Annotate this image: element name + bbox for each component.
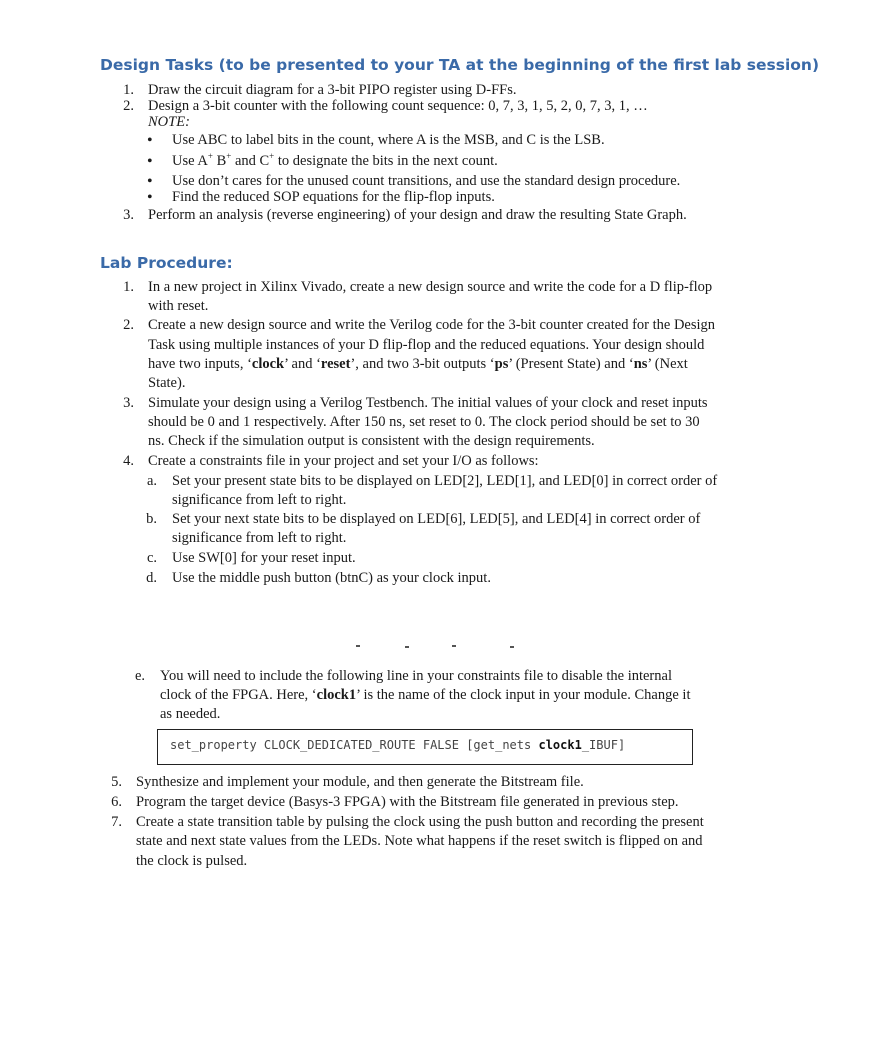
item-marker: 1. xyxy=(123,82,134,98)
bullet-icon: • xyxy=(147,189,153,206)
scan-artifact xyxy=(510,646,514,648)
design-task-2: Design a 3-bit counter with the following count sequence: 0, 7, 3, 1, 5, 2, 0, 7, 3, 1, … xyxy=(148,98,648,114)
step-5-line: Synthesize and implement your module, and then generate the Bitstream file. xyxy=(136,774,584,790)
step-1-line: with reset. xyxy=(148,298,209,314)
step-4-line: Create a constraints file in your project and set your I/O as follows: xyxy=(148,453,539,469)
step-1-line: In a new project in Xilinx Vivado, create a new design source and write the code for a D flip-flop xyxy=(148,279,713,295)
scan-artifact xyxy=(356,645,360,647)
step-7-line: Create a state transition table by pulsing the clock using the push button and recording the present xyxy=(136,814,704,830)
note-label: NOTE: xyxy=(148,114,190,130)
item-marker: 3. xyxy=(123,207,134,223)
item-marker: 2. xyxy=(123,98,134,114)
bullet-item: Use ABC to label bits in the count, where A is the MSB, and C is the LSB. xyxy=(172,132,605,148)
sub-item-e: You will need to include the following line in your constraints file to disable the internal xyxy=(160,668,672,684)
sub-item-b: significance from left to right. xyxy=(172,530,347,546)
step-2-line: have two inputs, ‘clock’ and ‘reset’, and two 3-bit outputs ‘ps’ (Present State) and ‘ns’ (Next xyxy=(148,356,688,372)
item-marker: 6. xyxy=(111,794,122,810)
sub-item-b: Set your next state bits to be displayed on LED[6], LED[5], and LED[4] in correct order of xyxy=(172,511,701,527)
bullet-item: Use don’t cares for the unused count transitions, and use the standard design procedure. xyxy=(172,173,681,189)
sub-item-e: as needed. xyxy=(160,706,221,722)
item-marker: 7. xyxy=(111,814,122,830)
step-2-line: Task using multiple instances of your D flip-flop and the reduced equations. Your design should xyxy=(148,337,705,353)
bullet-icon: • xyxy=(147,132,153,149)
step-3-line: Simulate your design using a Verilog Testbench. The initial values of your clock and reset inputs xyxy=(148,395,708,411)
scan-artifact xyxy=(452,645,456,647)
code-line: set_property CLOCK_DEDICATED_ROUTE FALSE [get_nets clock1_IBUF] xyxy=(170,738,626,752)
sub-marker: e. xyxy=(134,668,145,684)
sub-item-d: Use the middle push button (btnC) as your clock input. xyxy=(172,570,491,586)
step-2-line: State). xyxy=(148,375,186,391)
step-7-line: the clock is pulsed. xyxy=(136,853,248,869)
step-3-line: should be 0 and 1 respectively. After 150 ns, set reset to 0. The clock period should be set to 30 xyxy=(148,414,700,430)
design-task-1: Draw the circuit diagram for a 3-bit PIPO register using D-FFs. xyxy=(148,82,517,98)
sub-item-e: clock of the FPGA. Here, ‘clock1’ is the name of the clock input in your module. Change it xyxy=(160,687,691,703)
bullet-item: Use A+ B+ and C+ to designate the bits in the next count. xyxy=(172,151,498,169)
item-marker: 2. xyxy=(123,317,134,333)
step-3-line: ns. Check if the simulation output is consistent with the design requirements. xyxy=(148,433,595,449)
bullet-icon: • xyxy=(147,173,153,190)
sub-marker: c. xyxy=(146,550,157,566)
item-marker: 3. xyxy=(123,395,134,411)
step-7-line: state and next state values from the LEDs. Note what happens if the reset switch is flipped on and xyxy=(136,833,703,849)
sub-marker: b. xyxy=(146,511,157,527)
design-tasks-heading: Design Tasks (to be presented to your TA at the beginning of the first lab session) xyxy=(100,56,820,74)
scan-artifact xyxy=(405,646,409,648)
step-2-line: Create a new design source and write the Verilog code for the 3-bit counter created for the Design xyxy=(148,317,716,333)
item-marker: 5. xyxy=(111,774,122,790)
item-marker: 4. xyxy=(123,453,134,469)
lab-procedure-heading: Lab Procedure: xyxy=(100,254,233,272)
code-block xyxy=(157,729,693,765)
sub-item-a: significance from left to right. xyxy=(172,492,347,508)
sub-item-c: Use SW[0] for your reset input. xyxy=(172,550,356,566)
sub-marker: a. xyxy=(146,473,157,489)
item-marker: 1. xyxy=(123,279,134,295)
design-task-3: Perform an analysis (reverse engineering) of your design and draw the resulting State Graph. xyxy=(148,207,687,223)
sub-item-a: Set your present state bits to be displayed on LED[2], LED[1], and LED[0] in correct order of xyxy=(172,473,718,489)
sub-marker: d. xyxy=(146,570,157,586)
step-6-line: Program the target device (Basys-3 FPGA) with the Bitstream file generated in previous step. xyxy=(136,794,679,810)
bullet-icon: • xyxy=(147,153,153,170)
bullet-item: Find the reduced SOP equations for the flip-flop inputs. xyxy=(172,189,495,205)
